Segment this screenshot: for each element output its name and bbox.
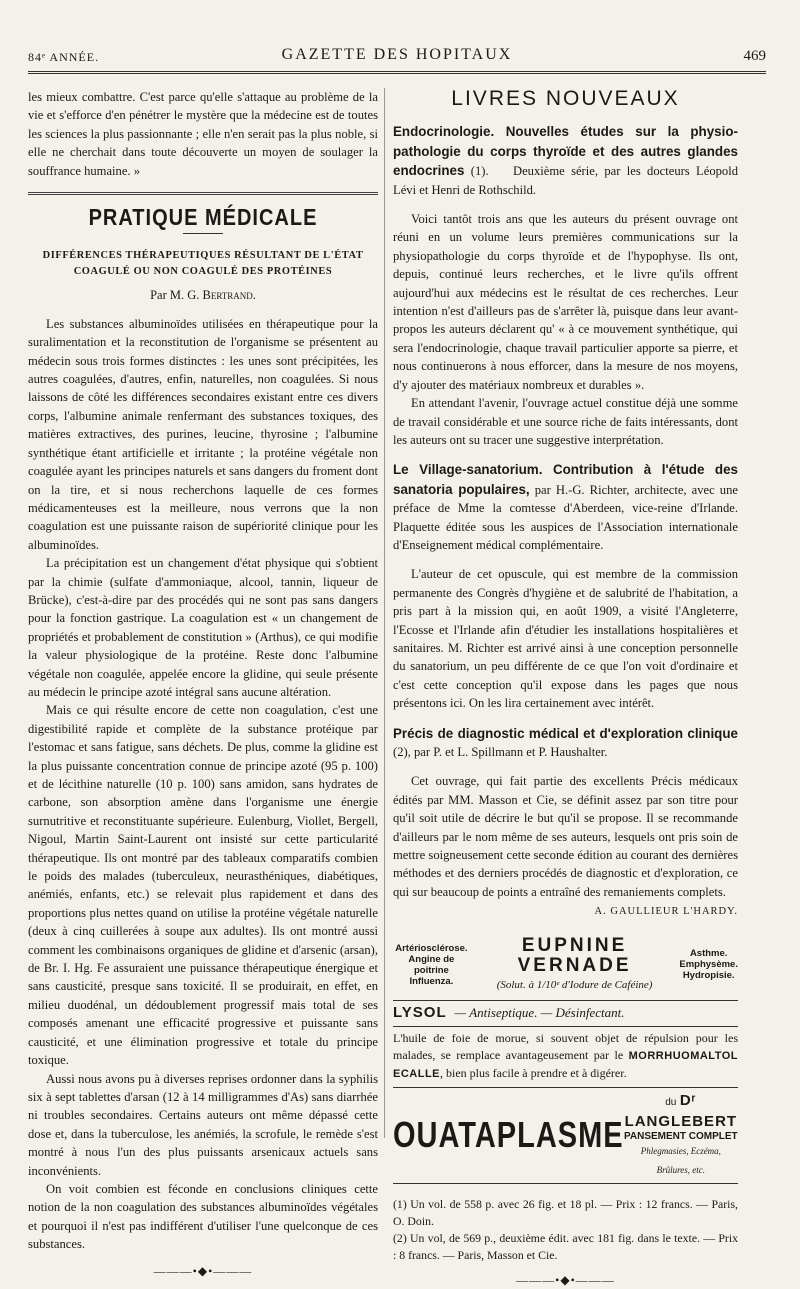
- left-column: [28, 88, 378, 1280]
- footnote-2: (2) Un vol, de 569 p., deuxième édit. avec 181 fig. dans le texte. — Prix : 8 francs. — Paris, Masson et Cie.: [393, 1231, 738, 1263]
- ouataplasme-doctor: Dʳ LANGLEBERT: [624, 1092, 738, 1130]
- byline-author: Bertrand.: [202, 288, 256, 303]
- year-label: 84ᵉ ANNÉE.: [28, 50, 100, 64]
- book-1-title: Endocrinologie. Nouvelles études sur la physio-pathologie du corps thyroïde et des autres glandes endocrines: [393, 124, 738, 179]
- book-review-precis: [393, 724, 738, 922]
- book-2-heading: [393, 460, 738, 554]
- article-title: [28, 248, 378, 280]
- article-byline: [28, 286, 378, 304]
- ouataplasme-indications: Phlegmasies, Eczéma, Brûlures, etc.: [640, 1146, 721, 1175]
- spacer: [393, 713, 738, 724]
- eupnine-left-indications: [393, 943, 470, 987]
- morrhuomaltol-brand: MORRHUOMALTOL ECALLE: [393, 1050, 738, 1081]
- book-1-paragraph-2: En attendant l'avenir, l'ouvrage actuel constitue déjà une somme de travail considérable et une source riche de faits intéressants, dont les auteurs ont su tracer une suggestive interprétation.: [393, 396, 738, 447]
- indication-text: Angine de poitrine: [408, 953, 455, 976]
- footnotes: [393, 1196, 738, 1289]
- lysol-tagline: — Antiseptique. — Désinfectant.: [454, 1005, 625, 1021]
- eupnine-formula: (Solut. à 1/10ᵉ d'Iodure de Caféine): [496, 978, 653, 991]
- advert-lysol: [393, 1000, 738, 1022]
- huile-text-1: L'huile de foie de morue, si souvent objet de répulsion pour les malades, se remplace avantageusement par le: [393, 1031, 738, 1063]
- paragraph-2: La précipitation est un changement d'état physique qui s'obtient par la chimie (sulfate d'ammoniaque, alcool, tannin, liqueur de Brücke), c'est-à-dire par des procédés qui ne sont pas sans dangers pour la fonction gastrique. La coagulation est « un changement de propriétés et probablement de constitution » (Arthus), ce qui modifie la valeur physiologique de la protéine. Reste donc l'albumine végétale non coagulée, appelée encore la glidine, qui seule présente au médecin le principe azoté intégral sans aucune altération.: [28, 556, 378, 699]
- book-2-meta: par H.-G. Richter, architecte, avec une préface de Mme la comtesse d'Aberdeen, vice-reine d'Irlande. Plaquette éditée sous les auspices de l'Association internationale d'Enseignement médical complémentaire.: [393, 482, 738, 552]
- indication-text: Emphysème.: [679, 959, 738, 971]
- end-ornament: ———•◆•———: [153, 1263, 253, 1278]
- paragraph-5: On voit combien est féconde en conclusions cliniques cette notion de la non coagulation des substances albuminoïdes végétales et pourquoi il n'est pas indifférent d'utiliser l'une quelconque de ces substances.: [28, 1181, 378, 1252]
- byline-prefix: Par M. G.: [150, 288, 200, 303]
- right-column: [393, 88, 738, 1289]
- eupnine-right-indications: [679, 948, 738, 981]
- eupnine-brand: [470, 936, 680, 994]
- paragraph-4: Aussi nous avons pu à diverses reprises ordonner dans la syphilis six à sept tablettes d'arsan (12 à 14 milligrammes d'As) sans diarrhée ni troubles secondaires. Certains auteurs ont même dépassé cette dose et, dans la tuberculose, les anémiés, la scrofule, le remède s'est montré à nous l'un des plus puissants arsenicaux actuels sans inconvénients.: [28, 1071, 378, 1178]
- ouataplasme-name: OUATAPLASME: [393, 1115, 624, 1156]
- footnote-1: (1) Un vol. de 558 p. avec 26 fig. et 18 pl. — Prix : 12 francs. — Paris, O. Doin.: [393, 1197, 738, 1229]
- page-header: [28, 46, 766, 68]
- advert-ouataplasme: [393, 1087, 738, 1184]
- book-3-heading: [393, 724, 738, 762]
- ouataplasme-details: [624, 1092, 738, 1179]
- paragraph-1: Les substances albuminoïdes utilisées en thérapeutique pour la suralimentation et la reconstitution de l'organisme se présentent au médecin sous trois formes distinctes : les unes sont précipitées, les autres coagulées, d'autres, enfin, naturelles, non coagulées. Si nous laissons de côté les différences secondaires existant entre ces divers corps, l'albumine animale renfermant des substances toxiques, des matières extractives, des purines, leucine, thyrosine ; l'albumine synthétique étant artificielle et irritante ; la protéine végétale non coagulée ayant les principes naturels et sans dangers du froment dont on la tire, et si nous recherchons laquelle de ces formes médicamenteuses est la meilleure, nous verrons que la non coagulation est une puissante raison de supériorité clinique pour les albuminoïdes.: [28, 316, 378, 552]
- header-rule: [28, 71, 766, 76]
- book-2-title: Le Village-sanatorium. Contribution à l'étude des sanatoria populaires,: [393, 462, 738, 497]
- lysol-name: LYSOL: [393, 1004, 447, 1022]
- journal-title: GAZETTE DES HOPITAUX: [281, 46, 513, 63]
- end-ornament: ———•◆•———: [516, 1273, 615, 1288]
- eupnine-name: EUPNINE VERNADE: [517, 934, 632, 976]
- book-3-meta: par P. et L. Spillmann et P. Haushalter.: [414, 745, 608, 759]
- spacer: [393, 199, 738, 210]
- book-1-meta: Deuxième série, par les docteurs Léopold Lévi et Henri de Rothschild.: [393, 164, 739, 197]
- indication-text: Influenza.: [409, 975, 454, 987]
- ouataplasme-line: PANSEMENT COMPLET: [623, 1131, 738, 1143]
- spacer: [393, 554, 738, 565]
- advert-morrhuomaltol: [393, 1026, 738, 1083]
- book-1-note: (1).: [470, 164, 489, 179]
- book-2-paragraph-1: L'auteur de cet opuscule, qui est membre de la commission permanente des Congrès d'hygiène et de salubrité de l'habitation, a pris part à la mission qui, en août 1909, a visité l'Angleterre, l'Ecosse et l'Irlande afin d'étudier les installations hospitalières et sanitaires. M. Richter est arrivé ainsi à une conception personnelle du sanatorium, un peu différente de ce que l'on voit d'ordinaire et c'est cette conception qu'il expose dans les pages que nous présentons ici. On les lira certainement avec intérêt.: [393, 567, 738, 711]
- indication-text: Artériosclérose.: [395, 942, 468, 954]
- huile-text-2: , bien plus facile à prendre et à digérer.: [440, 1066, 627, 1081]
- spacer: [393, 449, 738, 460]
- advert-eupnine: [393, 936, 738, 994]
- short-rule: [183, 233, 223, 234]
- book-review-sanatorium: [393, 460, 738, 712]
- section-rule: [28, 192, 378, 195]
- book-3-note: (2),: [393, 745, 411, 759]
- intro-paragraph: les mieux combattre. C'est parce qu'elle s'attaque au problème de la vie et s'efforce d'en pénétrer le mystère que la médecine est de toutes les sciences la plus passionnante ; elle n'en serait pas la plus noble, si elle ne cherchait dans toute découverte un moyen de soulager la souffrance humaine. »: [28, 90, 378, 178]
- column-divider: [384, 88, 385, 1138]
- ouataplasme-du: du: [665, 1097, 677, 1109]
- review-signature: A. GAULLIEUR L'HARDY.: [594, 906, 738, 918]
- indication-text: Hydropisie.: [682, 970, 735, 982]
- article-title-line-2: COAGULÉ OU NON COAGULÉ DES PROTÉINES: [73, 266, 333, 278]
- page-number: 469: [743, 48, 766, 64]
- spacer: [393, 761, 738, 772]
- article-title-line-1: DIFFÉRENCES THÉRAPEUTIQUES RÉSULTANT DE L'ÉTAT: [42, 250, 364, 262]
- book-3-paragraph-1: Cet ouvrage, qui fait partie des excellents Précis médicaux édités par MM. Masson et Cie, se définit assez par son titre pour qu'il soit utile de décrire le but qu'il se propose. Il se recommande d'ailleurs par le nom même de ses auteurs, lesquels ont pris soin de mettre soigneusement cette seconde édition au courant des dernières méthodes et des derniers procédés de diagnostic et d'exploration, ce qui sur beaucoup de points a entraîné des remaniements complets.: [393, 774, 738, 899]
- book-1-heading: [393, 122, 738, 199]
- section-title-livres: LIVRES NOUVEAUX: [451, 87, 680, 110]
- paragraph-3: Mais ce qui résulte encore de cette non coagulation, c'est une digestibilité rapide et complète de la substance protéique par l'estomac et sans fatigue, sans déchets. De plus, comme la glidine est la plus puissante concentration connue de principe azoté (95 p. 100) et de lécithine naturelle (10 p. 100) sans amidon, sans hydrates de carbone, son absorption amène dans l'organisme une énergie surnutritive et reconstituante supérieure. Eulenburg, Viollet, Bergell, Nigoul, Martin Saint-Laurent ont insisté sur cette particularité thérapeutique. Ils ont montré par des tableaux comparatifs combien le poids des malades (tuberculeux, neurasthéniques, diabétiques, anémiés, enfants, etc.) se relevait plus rapidement et dans des proportions plus nettes quand on utilise la protéine végétale naturelle (deux à cinq cuillerées à soupe aux adultes). Ils ont montré aussi comment les combinaisons organiques de glidine et d'arsenic (arsan), de Br. I. Hg. Fe assuraient une puissance thérapeutique énergique et sans causticité, presque sans toxicité. Il se produirait, en effet, en milieu duodénal, un dédoublement progressif mais total de ses composés amenant une efficacité progressive et puissante sans causticité, et une élimination progressive et totale du principe toxique.: [28, 703, 378, 1068]
- book-1-paragraph-1: Voici tantôt trois ans que les auteurs du présent ouvrage ont réuni en un volume leurs premières communications sur la physiopathologie du corps thyroïde et de l'hypophyse. Ils ont, depuis, continué leurs recherches, et le livre qu'ils offrent aujourd'hui aux médecins est le résultat de ces recherches. Leur intention n'est d'ailleurs pas de s'arrêter là, puisque dans leur avant-propos les auteurs déclarent qu' « à ce mouvement synthétique, qui sera l'endocrinologie, chaque travail particulier apporte sa pierre, et nous continuerons à nous efforcer, dans la mesure de nos moyens, d'y ajouter des matériaux nombreux et durables ».: [393, 212, 738, 392]
- book-review-endocrinologie: [393, 122, 738, 449]
- section-title-pratique: PRATIQUE MÉDICALE: [88, 205, 318, 231]
- book-3-title: Précis de diagnostic médical et d'exploration clinique: [393, 725, 738, 741]
- indication-text: Asthme.: [689, 948, 728, 960]
